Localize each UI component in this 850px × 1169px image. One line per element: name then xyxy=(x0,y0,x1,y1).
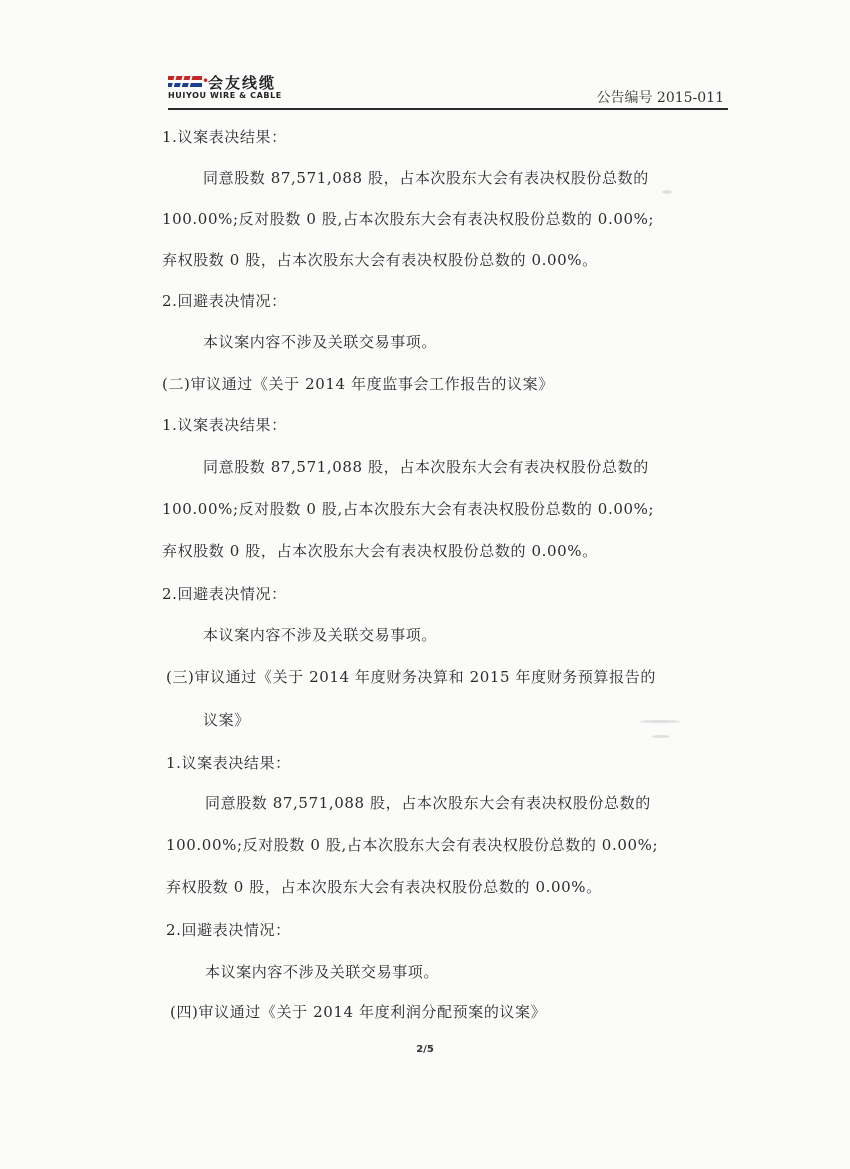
company-logo xyxy=(168,70,318,104)
section-3-recusal-text: 本议案内容不涉及关联交易事项。 xyxy=(205,963,440,981)
section-1-agree-line: 同意股数 87,571,088 股，占本次股东大会有表决权股份总数的 xyxy=(203,169,649,187)
logo-chinese-name: 会友线缆 xyxy=(208,74,277,92)
section-2-oppose-line: 100.00%;反对股数 0 股,占本次股东大会有表决权股份总数的 0.00%; xyxy=(162,500,655,518)
logo-mark-icon xyxy=(168,74,202,90)
page-number: 2/5 xyxy=(416,1044,434,1055)
scan-speck xyxy=(640,720,680,723)
section-2-vote-result-heading: 1.议案表决结果： xyxy=(162,416,287,434)
proposal-4-title: (四)审议通过《关于 2014 年度利润分配预案的议案》 xyxy=(170,1003,547,1021)
section-3-agree-line: 同意股数 87,571,088 股，占本次股东大会有表决权股份总数的 xyxy=(205,794,651,812)
section-3-oppose-line: 100.00%;反对股数 0 股,占本次股东大会有表决权股份总数的 0.00%; xyxy=(166,836,659,854)
proposal-3-title-continued: 议案》 xyxy=(203,711,250,729)
section-2-recusal-heading: 2.回避表决情况： xyxy=(162,585,287,603)
scan-speck xyxy=(662,190,672,194)
logo-english-name: HUIYOU WIRE & CABLE xyxy=(168,91,282,100)
section-3-abstain-line: 弃权股数 0 股，占本次股东大会有表决权股份总数的 0.00%。 xyxy=(166,878,602,896)
page-header xyxy=(168,70,728,108)
proposal-2-title: (二)审议通过《关于 2014 年度监事会工作报告的议案》 xyxy=(162,375,554,393)
section-2-recusal-text: 本议案内容不涉及关联交易事项。 xyxy=(203,626,438,644)
section-2-agree-line: 同意股数 87,571,088 股，占本次股东大会有表决权股份总数的 xyxy=(203,458,649,476)
section-1-oppose-line: 100.00%;反对股数 0 股,占本次股东大会有表决权股份总数的 0.00%; xyxy=(162,210,655,228)
section-1-abstain-line: 弃权股数 0 股，占本次股东大会有表决权股份总数的 0.00%。 xyxy=(162,251,598,269)
proposal-3-title: (三)审议通过《关于 2014 年度财务决算和 2015 年度财务预算报告的 xyxy=(166,668,656,686)
scan-speck xyxy=(652,735,670,738)
section-1-recusal-text: 本议案内容不涉及关联交易事项。 xyxy=(203,333,438,351)
section-1-recusal-heading: 2.回避表决情况： xyxy=(162,292,287,310)
announcement-number: 公告编号 2015-011 xyxy=(596,90,724,106)
section-2-abstain-line: 弃权股数 0 股，占本次股东大会有表决权股份总数的 0.00%。 xyxy=(162,542,598,560)
section-3-recusal-heading: 2.回避表决情况： xyxy=(166,921,291,939)
logo-dot-icon: • xyxy=(202,74,210,88)
section-3-vote-result-heading: 1.议案表决结果： xyxy=(166,754,291,772)
section-1-vote-result-heading: 1.议案表决结果： xyxy=(162,128,287,146)
header-divider xyxy=(168,108,728,110)
